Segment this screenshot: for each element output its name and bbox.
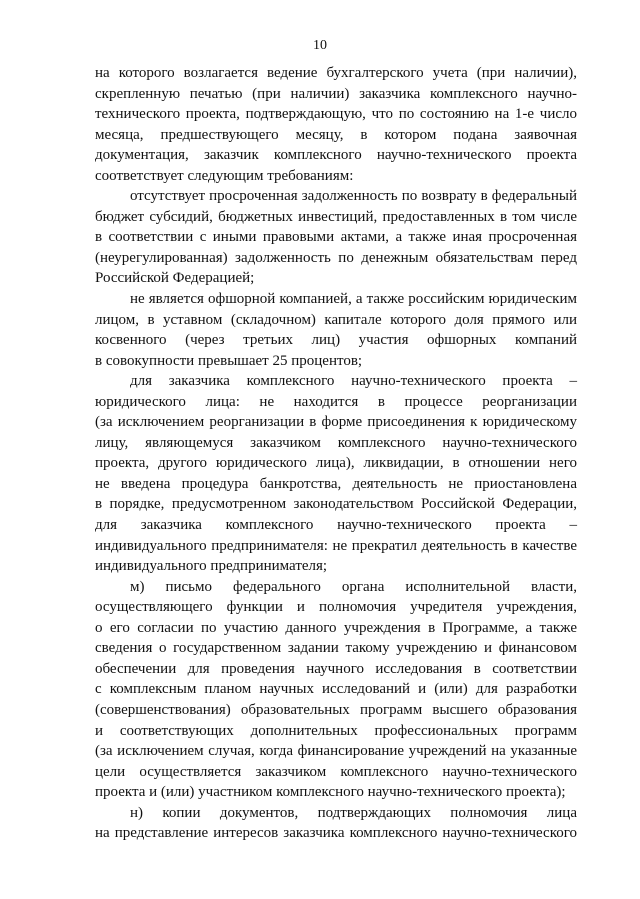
text-line: (за исключением случая, когда финансирование учреждений на указанные xyxy=(95,743,577,760)
text-line: с комплексным планом научных исследований и (или) для разработки xyxy=(95,681,577,698)
text-line: месяца, предшествующего месяцу, в котором подана заявочная xyxy=(95,126,577,143)
text-line: м) письмо федерального органа исполнительной власти, xyxy=(130,578,577,595)
text-line: соответствует следующим требованиям: xyxy=(95,167,354,184)
text-line: лицу, являющемуся заказчиком комплексного научно-технического xyxy=(95,434,577,451)
text-line: для заказчика комплексного научно-технического проекта – xyxy=(130,373,577,390)
text-line: юридического лица: не находится в процессе реорганизации xyxy=(95,393,577,410)
text-line: обеспечении для проведения научного исследования в соответствии xyxy=(95,660,577,677)
text-line: в совокупности превышает 25 процентов; xyxy=(95,352,363,369)
page-number: 10 xyxy=(313,38,327,53)
text-line: проекта, другого юридического лица), ликвидации, в отношении него xyxy=(95,455,577,472)
text-line: отсутствует просроченная задолженность по возврату в федеральный xyxy=(130,188,577,205)
text-line: бюджет субсидий, бюджетных инвестиций, предоставленных в том числе xyxy=(95,208,577,225)
text-line: н) копии документов, подтверждающих полномочия лица xyxy=(130,804,577,821)
text-line: (за исключением реорганизации в форме присоединения к юридическому xyxy=(95,414,577,431)
text-line: Российской Федерацией; xyxy=(95,270,255,287)
text-line: и соответствующих дополнительных профессиональных программ xyxy=(95,722,577,739)
text-line: цели осуществляется заказчиком комплексного научно-технического xyxy=(95,763,577,780)
text-line: не является офшорной компанией, а также российским юридическим xyxy=(130,291,577,308)
text-line: косвенного (через третьих лиц) участия офшорных компаний xyxy=(95,332,577,349)
text-line: проекта и (или) участником комплексного научно-технического проекта); xyxy=(95,784,566,801)
text-line: лицом, в уставном (складочном) капитале которого доля прямого или xyxy=(95,311,577,328)
text-line: в соответствии с иными правовыми актами, а также иная просроченная xyxy=(95,229,577,246)
text-line: о его согласии по участию данного учреждения в Программе, а также xyxy=(95,619,577,636)
text-line: осуществляющего функции и полномочия учредителя учреждения, xyxy=(95,599,577,616)
text-line: сведения о государственном задании такому учреждению и финансовом xyxy=(95,640,577,657)
text-line: на которого возлагается ведение бухгалтерского учета (при наличии), xyxy=(95,65,577,81)
text-line: скрепленную печатью (при наличии) заказчика комплексного научно- xyxy=(95,85,577,102)
text-line: в порядке, предусмотренном законодательством Российской Федерации, xyxy=(95,496,577,513)
text-line: (неурегулированная) задолженность по денежным обязательствам перед xyxy=(95,249,577,266)
text-line: индивидуального предпринимателя; xyxy=(95,558,328,575)
text-line: технического проекта, подтверждающую, что по состоянию на 1-е число xyxy=(95,106,577,123)
text-line: для заказчика комплексного научно-технического проекта – xyxy=(95,517,577,534)
text-line: документация, заказчик комплексного научно-технического проекта xyxy=(95,147,577,164)
text-line: не введена процедура банкротства, деятельность не приостановлена xyxy=(95,475,577,492)
text-line: индивидуального предпринимателя: не прекратил деятельность в качестве xyxy=(95,537,577,554)
text-line: (совершенствования) образовательных программ высшего образования xyxy=(95,701,577,718)
body-text xyxy=(95,63,577,844)
text-line: на представление интересов заказчика комплексного научно-технического xyxy=(95,825,577,842)
